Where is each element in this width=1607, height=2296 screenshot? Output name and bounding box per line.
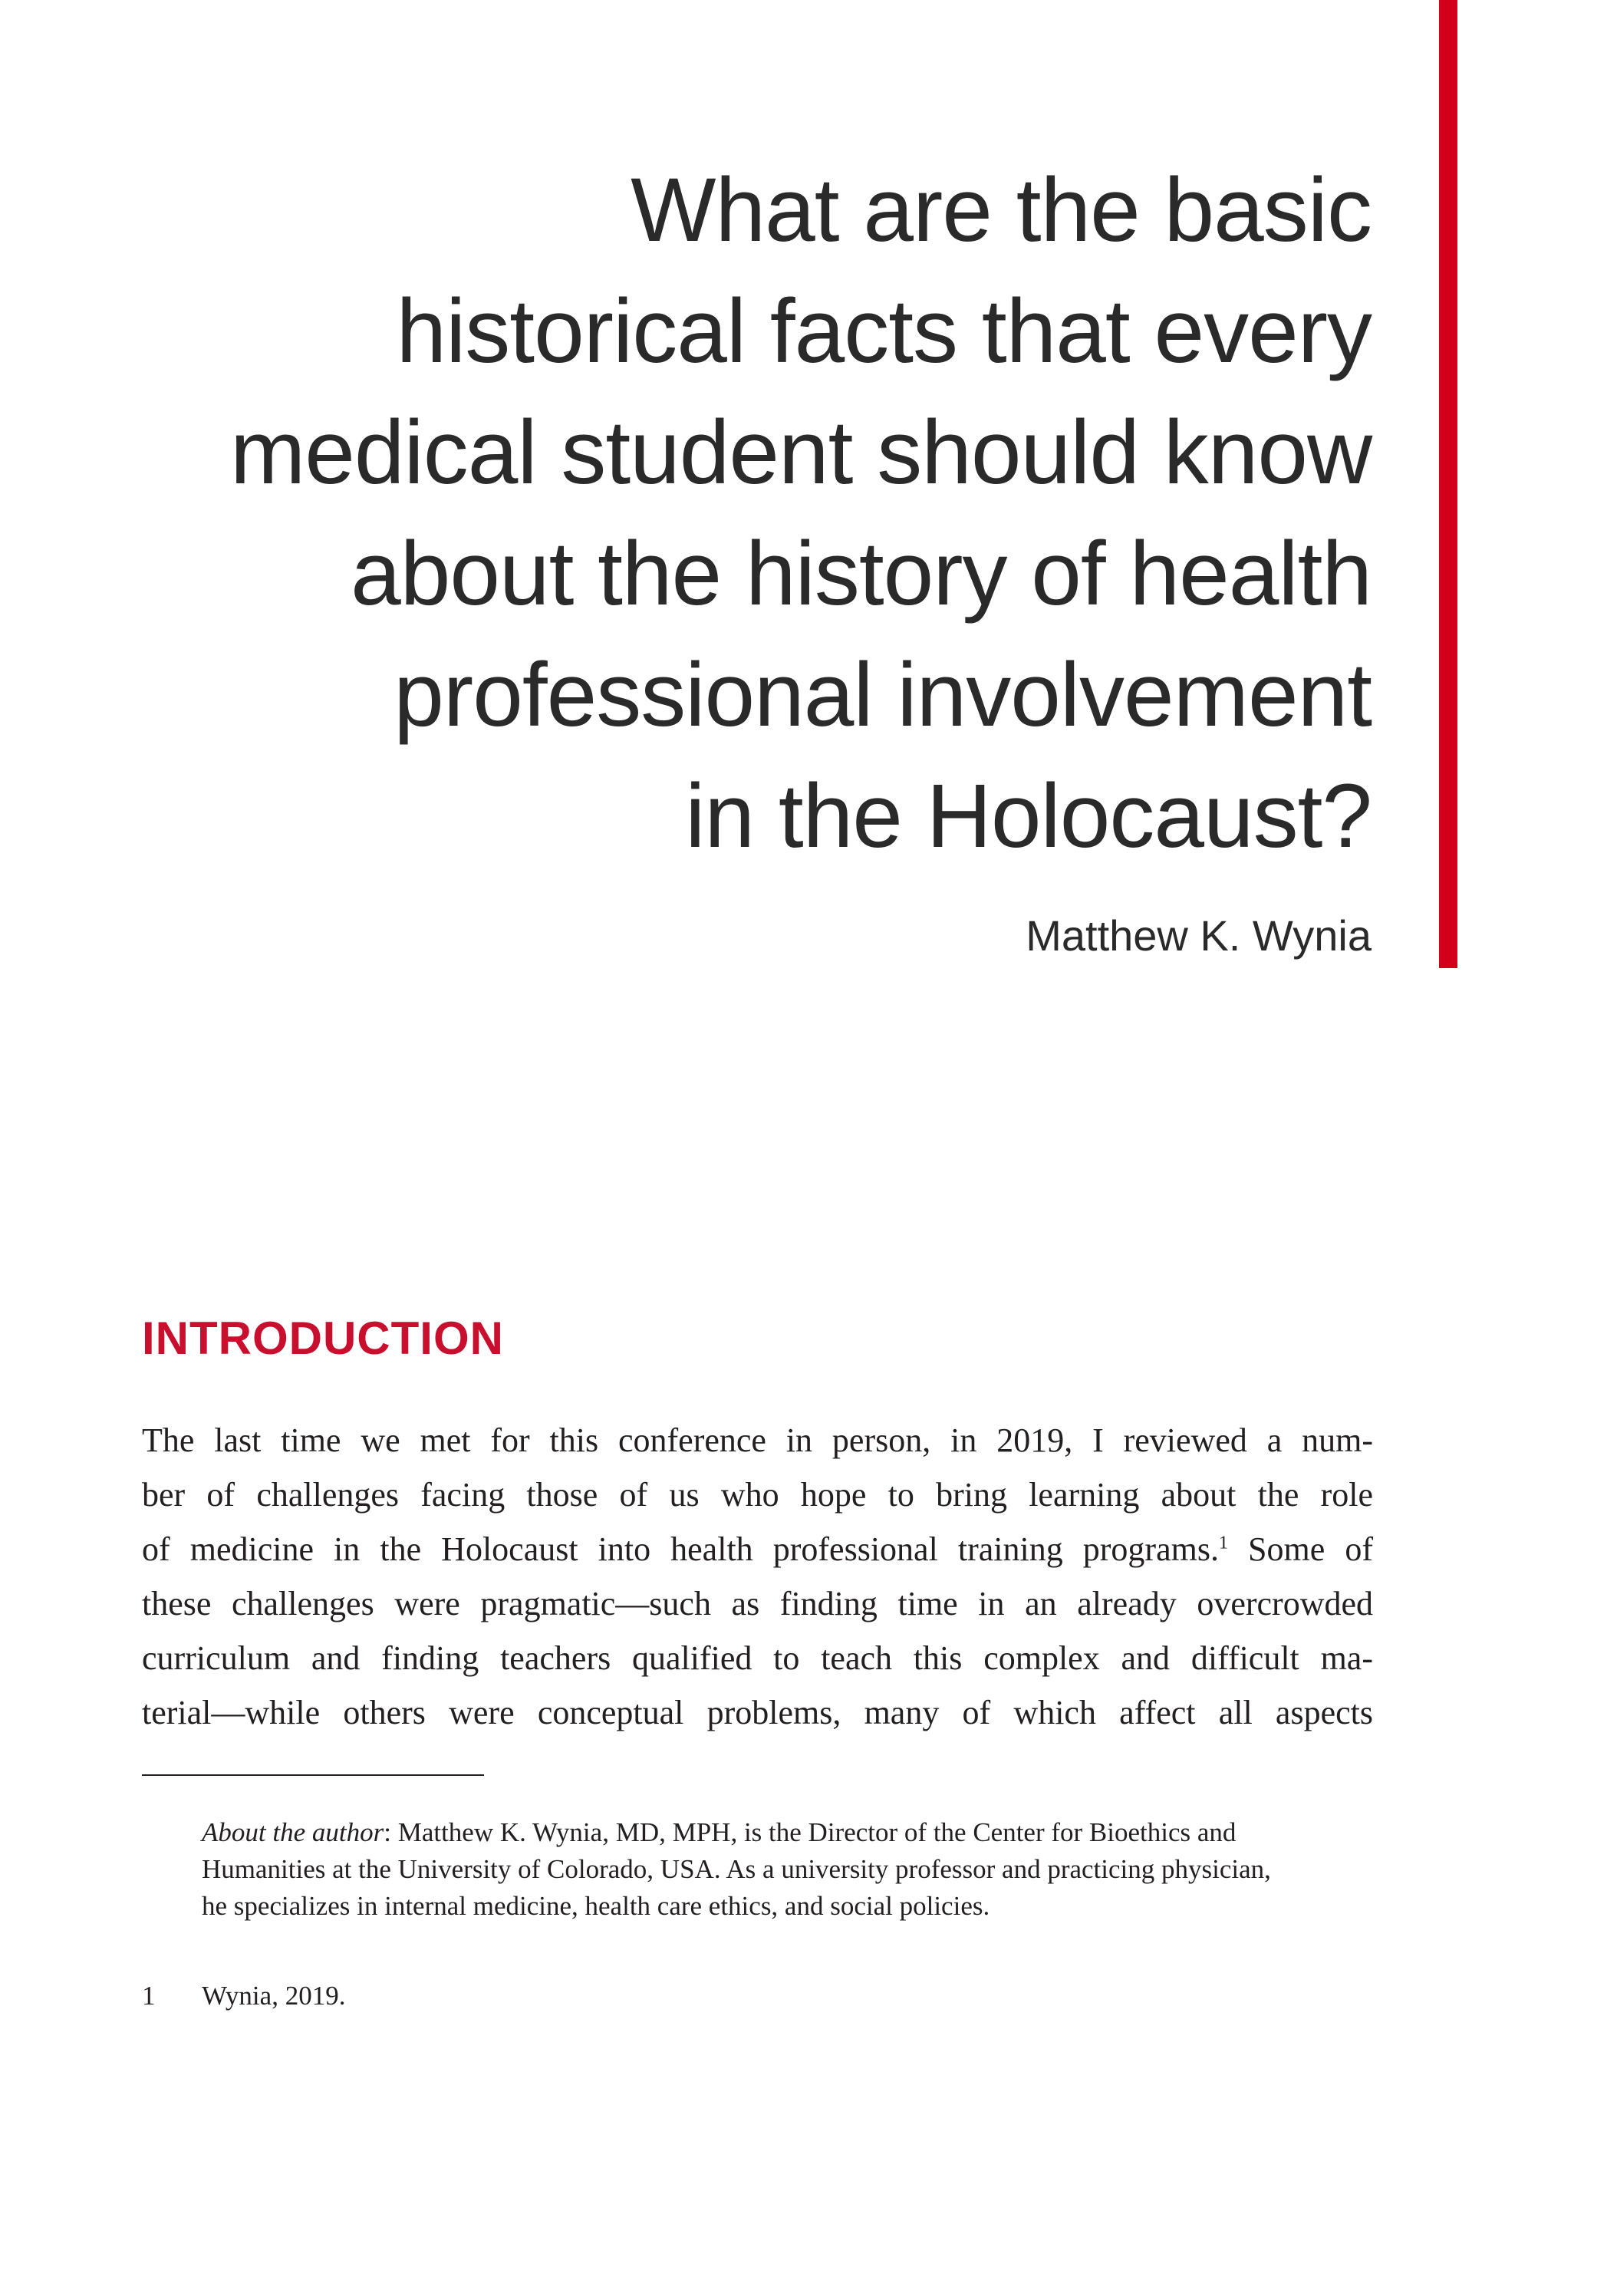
- body-paragraph: [142, 1413, 1373, 1740]
- about-line: he specializes in internal medicine, health care ethics, and social policies.: [202, 1891, 990, 1921]
- title-line: What are the basic: [631, 160, 1372, 261]
- accent-bar: [1439, 0, 1457, 968]
- about-label: About the author: [202, 1817, 384, 1847]
- footnote: [142, 1978, 345, 2014]
- about-line: Humanities at the University of Colorado, USA. As a university professor and practicing physician,: [202, 1854, 1271, 1884]
- body-line: curriculum and finding teachers qualified to teach this complex and difficult ma-: [142, 1639, 1373, 1677]
- title-line: about the history of health: [351, 523, 1372, 624]
- chapter-title: [230, 150, 1372, 877]
- footnote-text: Wynia, 2019.: [202, 1981, 346, 2011]
- title-line: historical facts that every: [396, 281, 1372, 382]
- title-line: medical student should know: [230, 402, 1372, 503]
- body-line-tail: Some of: [1227, 1530, 1373, 1568]
- about-line: [202, 1814, 1373, 1851]
- about-text: : Matthew K. Wynia, MD, MPH, is the Director of the Center for Bioethics and: [384, 1817, 1237, 1847]
- author-name: Matthew K. Wynia: [1026, 911, 1372, 960]
- title-line: professional involvement: [394, 644, 1372, 746]
- footnote-divider: [142, 1774, 484, 1776]
- body-line: ber of challenges facing those of us who hope to bring learning about the role: [142, 1476, 1373, 1514]
- body-line: terial—while others were conceptual problems, many of which affect all aspects: [142, 1694, 1373, 1731]
- title-line: in the Holocaust?: [685, 766, 1372, 867]
- about-author-note: [202, 1814, 1373, 1925]
- footnote-number: 1: [142, 1981, 156, 2011]
- footnote-reference[interactable]: 1: [1218, 1533, 1228, 1553]
- section-heading: INTRODUCTION: [142, 1313, 504, 1364]
- body-line-text: of medicine in the Holocaust into health professional training programs.: [142, 1530, 1219, 1568]
- body-line: The last time we met for this conference in person, in 2019, I reviewed a num-: [142, 1421, 1373, 1459]
- body-line: [142, 1522, 1373, 1576]
- body-line: these challenges were pragmatic—such as finding time in an already overcrowded: [142, 1585, 1373, 1622]
